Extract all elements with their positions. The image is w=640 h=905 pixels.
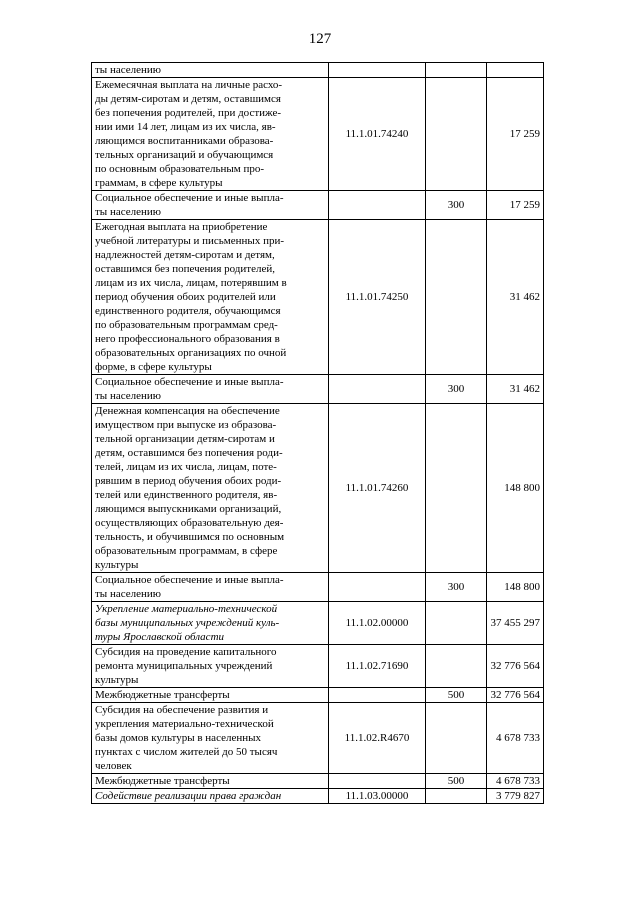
table-row — [92, 573, 544, 602]
target-article-code-cell — [329, 573, 426, 602]
expense-type-cell — [426, 703, 487, 774]
target-article-code-cell: 11.1.03.00000 — [329, 789, 426, 804]
target-article-code-cell: 11.1.02.00000 — [329, 602, 426, 645]
expense-type-cell — [426, 645, 487, 688]
expense-type-cell: 300 — [426, 375, 487, 404]
expense-name-cell: Субсидия на обеспечение развития и укрепления материально-технической базы домов культуры в населенных пунктах с числом жителей до 50 тысяч человек — [92, 703, 329, 774]
amount-cell: 37 455 297 — [487, 602, 544, 645]
table-row — [92, 78, 544, 191]
expense-name-cell: ты населению — [92, 63, 329, 78]
page-number: 127 — [308, 31, 332, 47]
expense-name-cell: Межбюджетные трансферты — [92, 774, 329, 789]
table-row — [92, 688, 544, 703]
table-row — [92, 645, 544, 688]
table-row — [92, 703, 544, 774]
expense-type-cell — [426, 404, 487, 573]
target-article-code-cell: 11.1.01.74260 — [329, 404, 426, 573]
expense-type-cell — [426, 78, 487, 191]
target-article-code-cell — [329, 774, 426, 789]
expense-name-cell: Межбюджетные трансферты — [92, 688, 329, 703]
expense-type-cell — [426, 63, 487, 78]
target-article-code-cell: 11.1.02.R4670 — [329, 703, 426, 774]
expense-type-cell: 500 — [426, 688, 487, 703]
amount-cell — [487, 63, 544, 78]
table-row — [92, 191, 544, 220]
table-row — [92, 774, 544, 789]
amount-cell: 31 462 — [487, 220, 544, 375]
expense-type-cell — [426, 220, 487, 375]
expense-type-cell: 500 — [426, 774, 487, 789]
target-article-code-cell — [329, 191, 426, 220]
expense-name-cell: Ежемесячная выплата на личные расхо- ды детям-сиротам и детям, оставшимся без попечения родителей, при достиже- нии ими 14 лет, лицам из их числа, яв- ляющимся воспитанниками образова- тельных организаций и обучающимся по основным образовательным про- граммам, в сфере культуры — [92, 78, 329, 191]
expense-name-cell: Субсидия на проведение капитального ремонта муниципальных учреждений культуры — [92, 645, 329, 688]
budget-table-body — [92, 63, 544, 804]
target-article-code-cell: 11.1.01.74250 — [329, 220, 426, 375]
table-row — [92, 375, 544, 404]
table-row — [92, 63, 544, 78]
expense-name-cell: Ежегодная выплата на приобретение учебной литературы и письменных при- надлежностей детям-сиротам и детям, оставшимся без попечения родителей, лицам из их числа, лицам, потерявшим в период обучения обоих родителей или единственного родителя, обучающимся по образовательным программам сред- него профессионального образования в образовательных организациях по очной форме, в сфере культуры — [92, 220, 329, 375]
amount-cell: 32 776 564 — [487, 688, 544, 703]
target-article-code-cell — [329, 63, 426, 78]
expense-name-cell: Укрепление материально-технической базы муниципальных учреждений куль- туры Ярославской области — [92, 602, 329, 645]
table-row — [92, 789, 544, 804]
amount-cell: 17 259 — [487, 191, 544, 220]
amount-cell: 148 800 — [487, 404, 544, 573]
amount-cell: 148 800 — [487, 573, 544, 602]
expense-name-cell: Социальное обеспечение и иные выпла- ты населению — [92, 573, 329, 602]
expense-type-cell: 300 — [426, 191, 487, 220]
expense-name-cell: Социальное обеспечение и иные выпла- ты населению — [92, 375, 329, 404]
amount-cell: 31 462 — [487, 375, 544, 404]
expense-type-cell — [426, 789, 487, 804]
expense-name-cell: Содействие реализации права граждан — [92, 789, 329, 804]
table-row — [92, 220, 544, 375]
expense-name-cell: Денежная компенсация на обеспечение имуществом при выпуске из образова- тельной организации детям-сиротам и детям, оставшимся без попечения роди- телей, лицам из их числа, лицам, поте- рявшим в период обучения обоих роди- телей или единственного родителя, яв- ляющимся выпускниками организаций, осуществляющих образовательную дея- тельность, и обучившимся по основным образовательным программам, в сфере культуры — [92, 404, 329, 573]
amount-cell: 3 779 827 — [487, 789, 544, 804]
amount-cell: 17 259 — [487, 78, 544, 191]
amount-cell: 4 678 733 — [487, 774, 544, 789]
target-article-code-cell: 11.1.01.74240 — [329, 78, 426, 191]
budget-table — [91, 62, 544, 804]
target-article-code-cell — [329, 375, 426, 404]
expense-type-cell: 300 — [426, 573, 487, 602]
target-article-code-cell — [329, 688, 426, 703]
expense-name-cell: Социальное обеспечение и иные выпла- ты населению — [92, 191, 329, 220]
amount-cell: 32 776 564 — [487, 645, 544, 688]
table-row — [92, 404, 544, 573]
expense-type-cell — [426, 602, 487, 645]
target-article-code-cell: 11.1.02.71690 — [329, 645, 426, 688]
amount-cell: 4 678 733 — [487, 703, 544, 774]
table-row — [92, 602, 544, 645]
